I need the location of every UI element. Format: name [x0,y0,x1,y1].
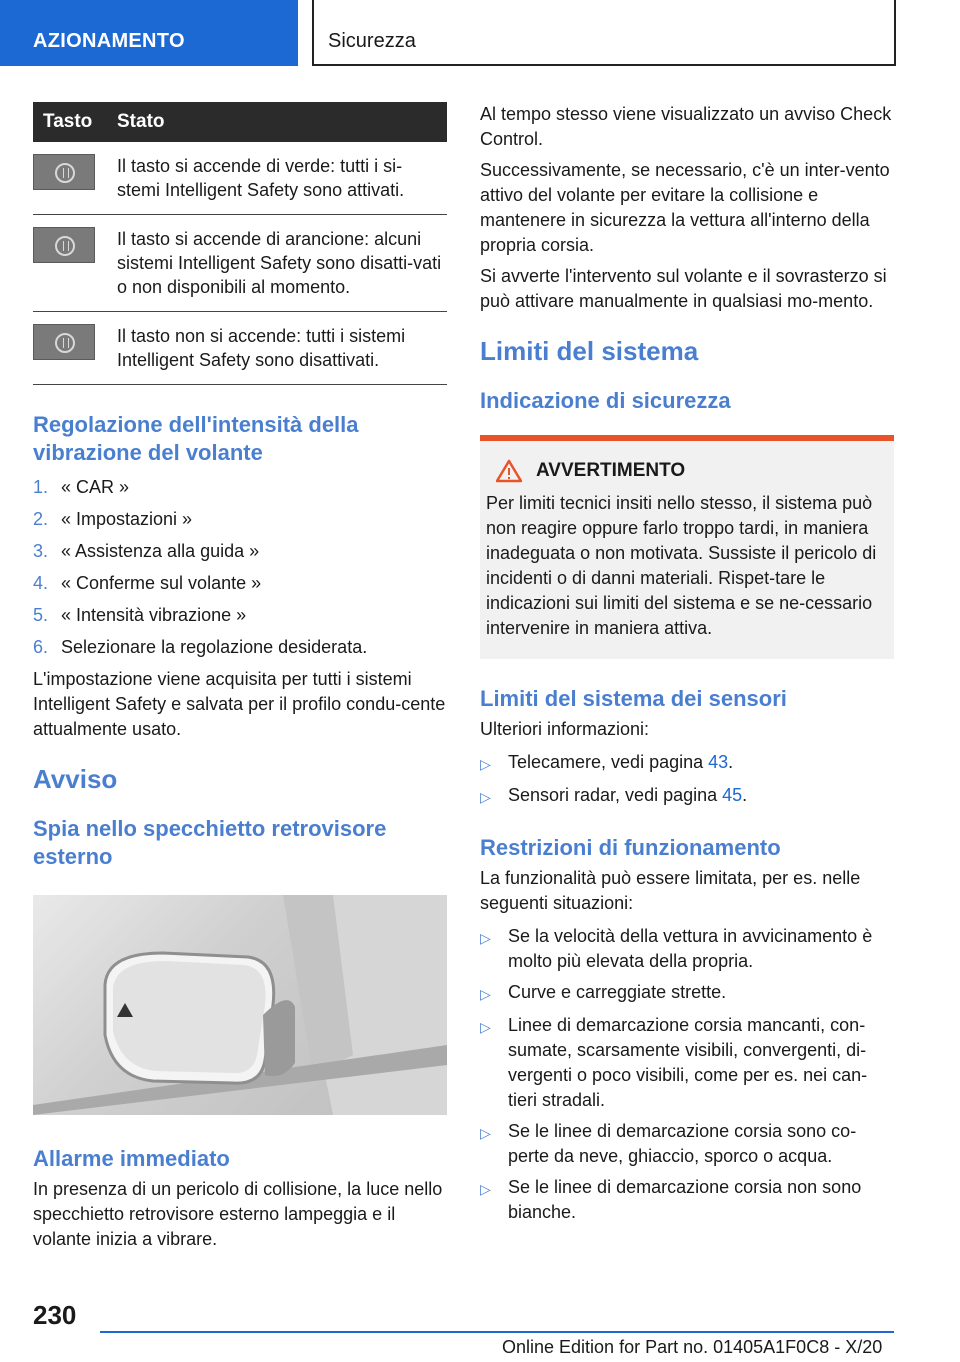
button-state-table [33,102,447,385]
vibration-steps [33,475,447,660]
list-item: 5. « Intensità vibrazione » [33,605,247,625]
page-link[interactable]: 45 [722,785,743,805]
triangle-bullet-icon: ▷ [480,1019,491,1035]
triangle-bullet-icon: ▷ [480,1125,491,1141]
sensors-intro: Ulteriori informazioni: [480,719,650,739]
intelligent-safety-button-icon [33,227,95,263]
page-link[interactable]: 43 [708,752,729,772]
intro-paragraph: Al tempo stesso viene visualizzato un avviso Check Control. [480,104,892,149]
restrictions-list [480,924,894,1225]
list-item: ▷ Telecamere, vedi pagina 43. [480,750,894,777]
table-row [33,142,447,215]
vibration-heading: Regolazione dell'intensità della vibrazione del volante [33,412,359,465]
footer-edition: Online Edition for Part no. 01405A1F0C8 - X/20 [502,1337,883,1357]
list-item: 1. « CAR » [33,477,130,497]
list-item: 6. Selezionare la regolazione desiderata. [33,637,368,657]
list-item: ▷ Se le linee di demarcazione corsia sono co-perte da neve, ghiaccio, sporco o acqua. [480,1119,894,1169]
section-tab: Sicurezza [312,0,896,66]
intelligent-safety-button-icon [33,324,95,360]
table-cell-state: Il tasto non si accende: tutti i sistemi Intelligent Safety sono disattivati. [107,312,447,385]
warning-box [480,435,894,659]
footer-divider [100,1331,894,1333]
chapter-tab: AZIONAMENTO [0,0,298,66]
alarm-text: In presenza di un pericolo di collisione, la luce nello specchietto retrovisore esterno lampeggia e il volante inizia a vibrare. [33,1179,443,1249]
warning-text: Per limiti tecnici insiti nello stesso, il sistema può non reagire oppure farlo troppo tardi, in maniera inadeguata o non motivata. Sussiste il pericolo di incidenti o di danni materiali. Rispet-tare le indicazioni sui limiti del sistema e se ne-cessario intervenire in maniera attiva. [486,493,877,638]
table-cell-state: Il tasto si accende di verde: tutti i si-stemi Intelligent Safety sono attivati. [107,142,447,215]
list-item: ▷ Se le linee di demarcazione corsia non sono bianche. [480,1175,894,1225]
mirror-illustration [33,895,447,1115]
avviso-title: Avviso [33,764,118,794]
triangle-bullet-icon: ▷ [480,1181,491,1197]
table-cell-state: Il tasto si accende di arancione: alcuni sistemi Intelligent Safety sono disatti-vati o non disponibili al momento. [107,215,447,312]
restrictions-heading: Restrizioni di funzionamento [480,835,781,860]
col-header-key: Tasto [33,102,107,142]
limits-title: Limiti del sistema [480,336,699,366]
list-item: ▷ Curve e carreggiate strette. [480,980,894,1007]
table-row [33,215,447,312]
list-item: ▷ Se la velocità della vettura in avvicinamento è molto più elevata della propria. [480,924,894,974]
right-column [480,102,894,1231]
intro-paragraph: Si avverte l'intervento sul volante e il sovrasterzo si può attivare manualmente in qualsiasi mo-mento. [480,266,887,311]
vibration-note: L'impostazione viene acquisita per tutti i sistemi Intelligent Safety e salvata per il profilo condu-cente attualmente usato. [33,669,446,739]
page-number: 230 [33,1300,77,1330]
triangle-bullet-icon: ▷ [480,756,491,772]
list-item: 2. « Impostazioni » [33,509,193,529]
mirror-heading: Spia nello specchietto retrovisore esterno [33,816,387,869]
triangle-bullet-icon: ▷ [480,986,491,1002]
col-header-state: Stato [107,102,447,142]
triangle-bullet-icon: ▷ [480,789,491,805]
intelligent-safety-button-icon [33,154,95,190]
left-column [33,102,447,1252]
list-item: ▷ Linee di demarcazione corsia mancanti, con-sumate, scarsamente visibili, convergenti, di-vergenti o poco visibili, come per es. nei can-tieri stradali. [480,1013,894,1113]
sensors-list [480,750,894,810]
intro-paragraph: Successivamente, se necessario, c'è un inter-vento attivo del volante per evitare la collisione e mantenere in sicurezza la vettura all'interno della propria corsia. [480,160,890,255]
warning-title: AVVERTIMENTO [536,460,686,481]
restrictions-intro: La funzionalità può essere limitata, per es. nelle seguenti situazioni: [480,868,861,913]
triangle-bullet-icon: ▷ [480,930,491,946]
alarm-heading: Allarme immediato [33,1146,230,1171]
sensors-heading: Limiti del sistema dei sensori [480,686,787,711]
list-item: 4. « Conferme sul volante » [33,573,262,593]
list-item: ▷ Sensori radar, vedi pagina 45. [480,783,894,810]
warning-triangle-icon [496,459,522,483]
safety-heading: Indicazione di sicurezza [480,388,731,413]
table-row [33,312,447,385]
list-item: 3. « Assistenza alla guida » [33,541,260,561]
